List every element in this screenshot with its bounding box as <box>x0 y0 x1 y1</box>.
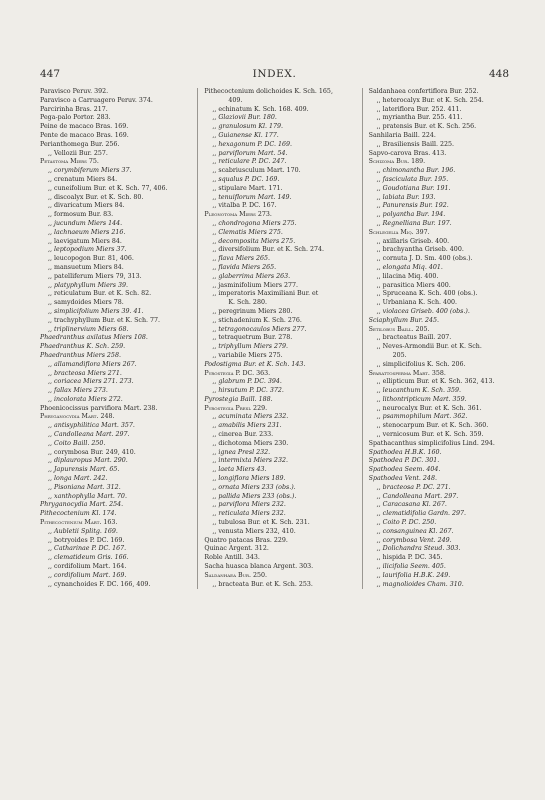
index-entry: ,, leucopogon Bur. 81, 406. <box>48 255 134 263</box>
index-column-1 <box>40 88 189 589</box>
index-entry: ,, polyantha Bur. 194. <box>376 211 446 219</box>
index-entry: ,, leptopodium Miers 37. <box>48 246 127 254</box>
index-entry: Spathodea P. DC. 301. <box>368 457 440 465</box>
index-entry: Phaedranthus K. Sch. 259. <box>40 343 126 351</box>
index-entry: ,, parviflorum Mart. 54. <box>212 149 288 157</box>
right-page-number: 448 <box>488 68 509 80</box>
index-entry: ,, diversifolium Bur. et K. Sch. 274. <box>212 246 324 254</box>
index-entry: Pithecoctenium Kl. 174. <box>40 510 117 518</box>
index-entry: ,, reticulata Miers 232. <box>212 510 286 518</box>
index-entry: ,, peregrinum Miers 280. <box>212 307 293 315</box>
index-entry: ,, Catharinae P. DC. 167. <box>48 545 127 553</box>
index-entry: ,, xanthophylla Mart. 70. <box>48 492 127 500</box>
index-entry: ,, parviflora Miers 232. <box>212 501 286 509</box>
index-entry: ,, brachyantha Griseb. 400. <box>376 246 464 254</box>
index-entry: ,, tetraquetrum Bur. 278. <box>212 334 293 342</box>
index-entry: ,, Panurensis Bur. 192. <box>376 202 449 210</box>
index-entry: Spathacanthus simplicifolius Lind. 294. <box>368 439 495 447</box>
index-entry: ,, parasitica Miers 400. <box>376 281 451 289</box>
index-entry: ,, mansuetum Miers 84. <box>48 263 124 271</box>
index-entry: ,, vernicosum Bur. et K. Sch. 359. <box>376 431 484 439</box>
index-entry: Sapvo-carova Bras. 413. <box>368 149 447 157</box>
index-entry: ,, fallax Miers 273. <box>48 387 108 395</box>
index-entry: Pente de macaco Bras. 169. <box>40 131 129 139</box>
index-entry: ,, lateriflora Bur. 252. 411. <box>376 105 462 113</box>
index-entry: ,, chimonantha Bur. 196. <box>376 167 456 175</box>
index-entry: ,, intermixta Miers 232. <box>212 457 288 465</box>
index-entry: Setilobus Baill. 205. <box>368 325 430 333</box>
index-entry: ,, bracteosa P. DC. 271. <box>376 483 451 491</box>
index-entry: ,, stenocarpum Bur. et K. Sch. 360. <box>376 422 489 430</box>
index-entry: ,, hirsutum P. DC. 372. <box>212 387 284 395</box>
index-entry: ,, Dolichandra Steud. 303. <box>376 545 461 553</box>
index-entry: ,, glaberrima Miers 263. <box>212 272 291 280</box>
index-entry: Phaedranthus Miers 258. <box>40 351 121 359</box>
index-entry: ,, Caracasana Kl. 267. <box>376 501 447 509</box>
index-entry: Petastoma Miers 75. <box>40 158 99 166</box>
index-entry: ,, Japurensis Mart. 65. <box>48 466 120 474</box>
index-entry: Spathodea H.B.K. 160. <box>368 448 442 456</box>
index-entry: ,, simplicifolius K. Sch. 206. <box>376 360 466 368</box>
index-entry: ,, ellipticum Bur. et K. Sch. 362, 413. <box>376 378 495 386</box>
index-entry: Phryganocydia Mart. 248. <box>40 413 115 421</box>
index-entry: ,, corymbosa Bur. 249, 410. <box>48 448 136 456</box>
index-entry: Spathodea Seem. 404. <box>368 466 441 474</box>
index-entry: ,, granulosum Kl. 179. <box>212 123 284 131</box>
index-entry: ,, Pisoniana Mart. 312. <box>48 483 121 491</box>
index-entry: ,, vitalba P. DC. 167. <box>212 202 277 210</box>
index-entry: ,, pratensis Bur. et K. Sch. 256. <box>376 123 477 131</box>
index-entry: ,, botryoides P. DC. 169. <box>48 536 125 544</box>
index-entry: ,, flava Miers 265. <box>212 255 271 263</box>
index-entry: ,, neurocalyx Bur. et K. Sch. 361. <box>376 404 482 412</box>
index-entry: ,, cynanchoides F. DC. 166, 409. <box>48 580 151 588</box>
index-entry: ,, lachnaeum Miers 216. <box>48 228 126 236</box>
index-entry: ,, jasminifolium Miers 277. <box>212 281 298 289</box>
index-entry: Podostigma Bur. et K. Sch. 143. <box>204 360 306 368</box>
index-entry: ,, decomposita Miers 275. <box>212 237 296 245</box>
index-entry: ,, consanguinea Kl. 267. <box>376 527 454 535</box>
index-entry: ,, Candolleana Mart. 297. <box>48 431 130 439</box>
index-entry: ,, Coito P. DC. 250. <box>376 519 437 527</box>
index-entry: Peine de macaco Bras. 169. <box>40 123 129 131</box>
index-entry: ,, longiflora Miers 189. <box>212 475 286 483</box>
index-entry: ,, Goudotiana Bur. 191. <box>376 184 451 192</box>
index-entry: Schizoma Bur. 189. <box>368 158 426 166</box>
index-entry: ,, hexagonum P. DC. 169. <box>212 140 292 148</box>
index-entry: ,, flavida Miers 265. <box>212 263 277 271</box>
index-entry: ,, cinerea Bur. 233. <box>212 431 274 439</box>
index-entry: ,, Regnelliana Bur. 197. <box>376 219 452 227</box>
index-entry: ,, coriacea Miers 271. 273. <box>48 378 134 386</box>
index-entry: Schlegelia Miq. 397. <box>368 228 430 236</box>
index-entry: ,, echinatum K. Sch. 168. 409. <box>212 105 309 113</box>
index-entry: ,, Spruceana K. Sch. 400 (obs.). <box>376 290 478 298</box>
index-entry: 205. <box>392 351 407 359</box>
index-entry: ,, acuminata Miers 232. <box>212 413 289 421</box>
index-entry: 409. <box>228 96 243 104</box>
index-entry: ,, longa Mart. 242. <box>48 475 108 483</box>
index-entry: ,, Coito Baill. 250. <box>48 439 106 447</box>
index-entry: ,, tetragonocaulos Miers 277. <box>212 325 307 333</box>
index-entry: Paravisco a Carruagero Peruv. 374. <box>40 96 153 104</box>
index-entry: ,, simplicifolium Miers 39. 41. <box>48 307 144 315</box>
index-entry: ,, Glaziovii Bur. 180. <box>212 114 277 122</box>
index-entry: Pleonotoma Miers 273. <box>204 211 272 219</box>
index-entry: Pega-palo Portor. 283. <box>40 114 111 122</box>
index-entry: ,, psammophilum Mart. 362. <box>376 413 468 421</box>
index-entry: ,, stipulare Mart. 171. <box>212 184 283 192</box>
index-entry: ,, triphyllum Miers 279. <box>212 343 289 351</box>
index-entry: ,, discoalyx Bur. et K. Sch. 80. <box>48 193 144 201</box>
index-entry: ,, formosum Bur. 83. <box>48 211 114 219</box>
index-entry: ,, Clematis Miers 275. <box>212 228 283 236</box>
index-entry: Saldanhaea confertiflora Bur. 252. <box>368 88 479 95</box>
index-entry: ,, diplauropus Mart. 290. <box>48 457 128 465</box>
index-entry: ,, scabriusculum Mart. 170. <box>212 167 301 175</box>
index-entry: ,, hispida P. DC. 345. <box>376 554 443 562</box>
index-entry: ,, triplinervium Miers 68. <box>48 325 129 333</box>
index-entry: Pyrostegia Presl 229. <box>204 404 268 412</box>
index-entry: ,, leucanthum K. Sch. 359. <box>376 387 462 395</box>
index-entry: ,, chondrogona Miers 275. <box>212 219 297 227</box>
index-entry: ,, magnolioides Cham. 310. <box>376 580 464 588</box>
index-entry: ,, antisyphilitica Mart. 357. <box>48 422 135 430</box>
index-entry: ,, violacea Griseb. 400 (obs.). <box>376 307 470 315</box>
index-entry: ,, Urbaniana K. Sch. 400. <box>376 299 458 307</box>
page-title: INDEX. <box>252 68 297 80</box>
index-entry: Quatro patacas Bras. 229. <box>204 536 288 544</box>
index-entry: ,, incolorata Miers 272. <box>48 395 123 403</box>
index-entry: Pithecoctenium dolichoides K. Sch. 165, <box>204 88 333 95</box>
index-entry: ,, stichadenium K. Sch. 276. <box>212 316 302 324</box>
index-entry: ,, corymbosa Vent. 249. <box>376 536 452 544</box>
index-entry: ,, cordifolium Mart. 169. <box>48 571 127 579</box>
index-entry: ,, cordifolium Mart. 164. <box>48 563 127 571</box>
index-entry: ,, platyphyllum Miers 39. <box>48 281 129 289</box>
index-entry: ,, myriantha Bur. 255. 411. <box>376 114 463 122</box>
index-entry: ,, crenatum Miers 84. <box>48 175 118 183</box>
index-entry: Sacha huasca blanca Argent. 303. <box>204 563 314 571</box>
index-entry: ,, tenuiflorum Mart. 149. <box>212 193 292 201</box>
index-entry: ,, cornuta J. D. Sm. 400 (obs.). <box>376 255 473 263</box>
index-entry: ,, glabrum P. DC. 394. <box>212 378 282 386</box>
index-entry: ,, patelliferum Miers 79, 313. <box>48 272 142 280</box>
index-entry: ,, bracteata Bur. et K. Sch. 253. <box>212 580 313 588</box>
index-entry: ,, labiata Bur. 193. <box>376 193 436 201</box>
index-entry: Quinac Argent. 312. <box>204 545 269 553</box>
index-entry: ,, bracteosa Miers 271. <box>48 369 122 377</box>
index-entry: ,, Vellozii Bur. 257. <box>48 149 108 157</box>
index-entry: Parcirinha Bras. 217. <box>40 105 108 113</box>
index-entry: ,, samydoides Miers 78. <box>48 299 124 307</box>
index-entry: ,, divaricatum Miers 84. <box>48 202 125 210</box>
index-entry: ,, reticulare P. DC. 247. <box>212 158 287 166</box>
index-entry: Pithecoctenium Mart. 163. <box>40 519 118 527</box>
index-entry: ,, dichotoma Miers 230. <box>212 439 289 447</box>
index-entry: Spathodea Vent. 248. <box>368 475 437 483</box>
index-entry: Roble Antill. 343. <box>204 554 260 562</box>
index-entry: ,, clematideum Gris. 166. <box>48 554 129 562</box>
left-page-number: 447 <box>40 68 61 80</box>
index-entry: Saldanhaea Bur. 250. <box>204 571 268 579</box>
index-entry: K. Sch. 280. <box>228 299 267 307</box>
index-entry: ,, laurifolia H.B.K. 249. <box>376 571 451 579</box>
index-entry: ,, Candolleana Mart. 297. <box>376 492 459 500</box>
index-column-2 <box>197 88 353 589</box>
index-entry: ,, Guianense Kl. 177. <box>212 131 279 139</box>
index-entry: ,, venusta Miers 232, 410. <box>212 527 296 535</box>
index-entry: ,, Neves-Armondii Bur. et K. Sch. <box>376 343 482 351</box>
index-entry: Phryganocydia Mart. 254. <box>40 501 124 509</box>
index-entry: ,, allamandiflora Miers 267. <box>48 360 137 368</box>
index-entry: ,, trachyphyllum Bur. et K. Sch. 77. <box>48 316 161 324</box>
index-entry: ,, imperatoris Maximiliani Bur. et <box>212 290 319 298</box>
index-entry: ,, ignea Presl 232. <box>212 448 271 456</box>
index-entry: Perianthomega Bur. 256. <box>40 140 120 148</box>
index-entry: ,, clematidifolia Gardn. 297. <box>376 510 467 518</box>
index-column-3 <box>362 88 518 589</box>
index-entry: ,, fasciculata Bur. 195. <box>376 175 449 183</box>
index-entry: ,, corymbiferum Miers 37. <box>48 167 132 175</box>
index-entry: Pyrostegia Baill. 188. <box>204 395 273 403</box>
index-entry: ,, variabile Miers 275. <box>212 351 283 359</box>
index-entry: Phaedranthus axilatus Miers 108. <box>40 334 148 342</box>
index-entry: ,, ilicifolia Seem. 405. <box>376 563 446 571</box>
index-entry: ,, amabilis Miers 231. <box>212 422 282 430</box>
page-header <box>40 68 509 82</box>
index-entry: Sanhilaria Baill. 224. <box>368 131 436 139</box>
index-entry: ,, jucundum Miers 144. <box>48 219 123 227</box>
index-entry: ,, tubulosa Bur. et K. Sch. 231. <box>212 519 310 527</box>
index-entry: ,, Aubletii Splitg. 169. <box>48 527 118 535</box>
index-entry: ,, axillaris Griseb. 400. <box>376 237 450 245</box>
index-entry: Pyrostegia P. DC. 363. <box>204 369 271 377</box>
index-columns <box>40 88 518 589</box>
index-entry: ,, Brasiliensis Baill. 225. <box>376 140 455 148</box>
index-entry: ,, ornata Miers 233 (obs.). <box>212 483 296 491</box>
index-entry: Sciaphyllum Bur. 245. <box>368 316 439 324</box>
index-entry: ,, cuneifolium Bur. et K. Sch. 77, 406. <box>48 184 168 192</box>
index-entry: ,, elongata Miq. 401. <box>376 263 443 271</box>
index-entry: ,, pallida Miers 233 (obs.). <box>212 492 297 500</box>
index-entry: ,, squalus P. DC. 169. <box>212 175 280 183</box>
index-entry: Sparattosperma Mart. 358. <box>368 369 446 377</box>
index-entry: ,, heterocalyx Bur. et K. Sch. 254. <box>376 96 484 104</box>
index-entry: ,, bracteatus Baill. 207. <box>376 334 452 342</box>
index-entry: ,, lithontripticum Mart. 359. <box>376 395 467 403</box>
index-entry: ,, lilacina Miq. 400. <box>376 272 439 280</box>
index-entry: ,, laeta Miers 43. <box>212 466 267 474</box>
index-entry: ,, laevigatum Miers 84. <box>48 237 122 245</box>
index-entry: Phoenicocissus parvifiora Mart. 238. <box>40 404 158 412</box>
index-entry: ,, reticulatum Bur. et K. Sch. 82. <box>48 290 152 298</box>
index-entry: Paravisco Peruv. 392. <box>40 88 109 95</box>
